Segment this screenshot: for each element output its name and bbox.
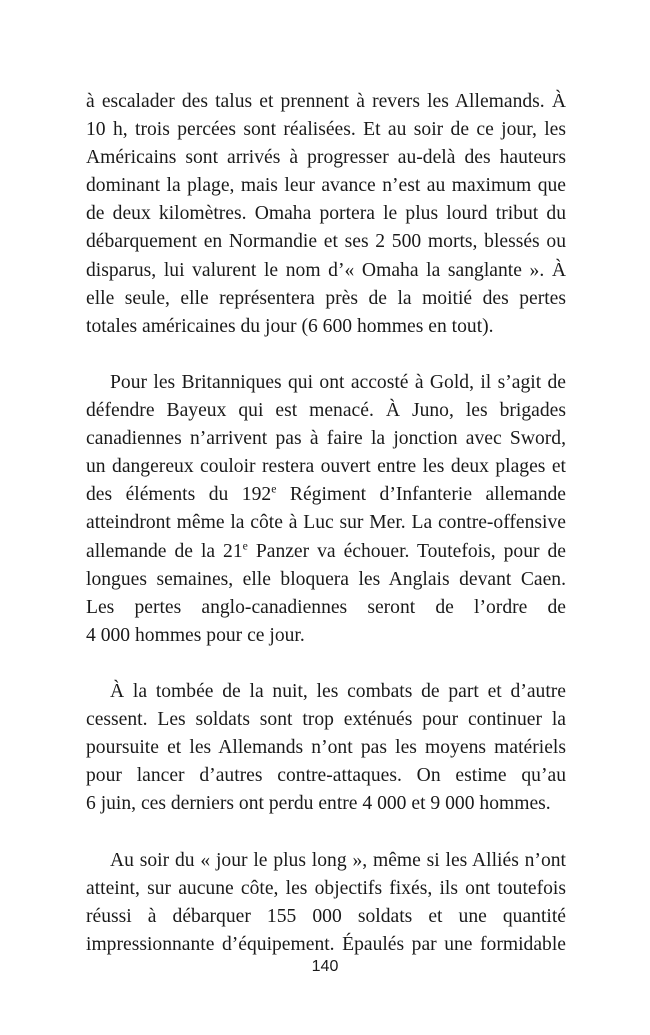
text-segment: allemande de la 21 (86, 540, 243, 562)
text-line-with-superscript (86, 538, 566, 566)
text-line: Américains sont arrivés à progresser au-delà des hauteurs (86, 147, 566, 169)
text-line: disparus, lui valurent le nom d’« Omaha la sanglante ». À (86, 259, 566, 281)
paragraph-2 (86, 369, 566, 650)
text-line: atteint, sur aucune côte, les objectifs fixés, ils ont toutefois (86, 877, 566, 899)
text-segment: Régiment d’Infanterie allemande (276, 484, 566, 506)
text-line: dominant la plage, mais leur avance n’est au maximum que (86, 175, 566, 197)
text-line: impressionnante d’équipement. Épaulés par une formidable (86, 933, 566, 955)
paragraph-1 (86, 88, 566, 341)
text-line: pour lancer d’autres contre-attaques. On estime qu’au (86, 765, 566, 787)
text-line: Pour les Britanniques qui ont accosté à Gold, il s’agit de (110, 371, 566, 393)
text-line: cessent. Les soldats sont trop exténués pour continuer la (86, 709, 566, 731)
text-segment: Panzer va échouer. Toutefois, pour de (247, 540, 566, 562)
text-line: Au soir du « jour le plus long », même si les Alliés n’ont (110, 849, 566, 871)
superscript: e (271, 482, 277, 496)
paragraph-4 (86, 847, 566, 959)
text-line: totales américaines du jour (6 600 hommes en tout). (86, 315, 494, 337)
text-line: poursuite et les Allemands n’ont pas les moyens matériels (86, 737, 566, 759)
text-line: elle seule, elle représentera près de la moitié des pertes (86, 287, 566, 309)
text-line: un dangereux couloir restera ouvert entre les deux plages et (86, 456, 566, 478)
text-line: À la tombée de la nuit, les combats de part et d’autre (110, 680, 566, 702)
text-line: longues semaines, elle bloquera les Anglais devant Caen. (86, 568, 566, 590)
text-line: à escalader des talus et prennent à revers les Allemands. À (86, 91, 566, 112)
text-line: 4 000 hommes pour ce jour. (86, 624, 305, 646)
body-text (86, 88, 566, 987)
text-line-with-superscript (86, 481, 566, 509)
text-line: 10 h, trois percées sont réalisées. Et au soir de ce jour, les (86, 119, 566, 141)
text-line: défendre Bayeux qui est menacé. À Juno, les brigades (86, 400, 566, 422)
page-number: 140 (311, 958, 339, 975)
text-line: Les pertes anglo-canadiennes seront de l’ordre de (86, 596, 566, 618)
text-line: de deux kilomètres. Omaha portera le plus lourd tribut du (86, 203, 566, 225)
text-segment: des éléments du 192 (86, 484, 272, 506)
text-line: débarquement en Normandie et ses 2 500 morts, blessés ou (86, 231, 566, 253)
superscript: e (242, 538, 248, 552)
text-line: atteindront même la côte à Luc sur Mer. La contre-offensive (86, 512, 566, 534)
text-line: canadiennes n’arrivent pas à faire la jonction avec Sword, (86, 428, 566, 450)
paragraph-3 (86, 678, 566, 818)
text-line: 6 juin, ces derniers ont perdu entre 4 000 et 9 000 hommes. (86, 793, 551, 815)
text-line: réussi à débarquer 155 000 soldats et une quantité (86, 905, 566, 927)
